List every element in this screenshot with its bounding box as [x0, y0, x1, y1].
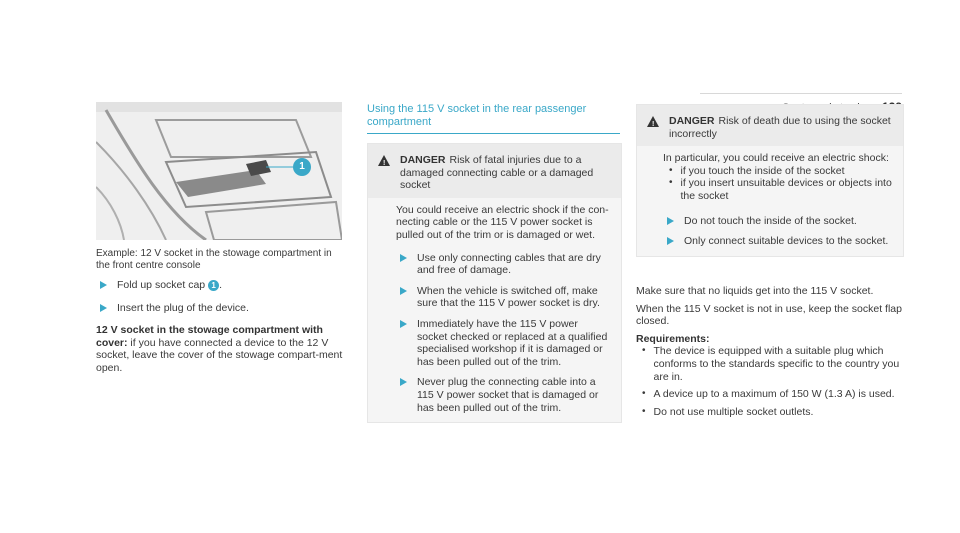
- section-title: Using the 115 V socket in the rear passenger compartment: [367, 103, 587, 128]
- danger-step-text: Immediately have the 115 V power socket checked or replaced at a qualified specialised workshop if it is damaged or has been pulled out of the trim.: [417, 317, 608, 368]
- subheading: 12 V socket in the stowage compartment with cover:: [96, 324, 323, 349]
- danger-body: In particular, you could receive an electric shock:: [663, 152, 889, 165]
- danger-step: [663, 215, 893, 228]
- step-arrow-icon: [100, 281, 107, 289]
- requirement-item: • The device is equipped with a suitable plug which conforms to the standards specific to the country you are in.: [642, 345, 902, 383]
- danger-box-socket: [636, 104, 904, 257]
- danger-bullet: • if you insert unsuitable devices or objects into the socket: [669, 177, 892, 202]
- step-arrow-icon: [667, 217, 674, 225]
- danger-headline: Risk of fatal injuries due to a damaged connecting cable or a damaged socket: [400, 154, 594, 192]
- warning-triangle-icon: !: [647, 116, 659, 127]
- socket-photo: [96, 102, 342, 240]
- step-arrow-icon: [400, 287, 407, 295]
- danger-step-text: When the vehicle is switched off, make sure that the 115 V power socket is dry.: [417, 284, 600, 310]
- title-rule: [367, 133, 620, 134]
- paragraph-liquids: Make sure that no liquids get into the 115 V socket.: [636, 285, 874, 297]
- right-text: [636, 285, 902, 418]
- figure-callout: 1: [293, 158, 311, 176]
- danger-label: DANGER: [400, 154, 446, 166]
- danger-step: [396, 318, 611, 368]
- requirement-text: A device up to a maximum of 150 W (1.3 A) is used.: [653, 388, 895, 401]
- danger-bullet: • if you touch the inside of the socket: [669, 164, 845, 177]
- requirement-text: The device is equipped with a suitable plug which conforms to the standards specific to the country you are in.: [653, 345, 900, 383]
- subheading-text: if you have connected a device to the 12 V socket, leave the cover of the stowage compart-ment open.: [96, 336, 343, 374]
- danger-step-text: Do not touch the inside of the socket.: [684, 214, 857, 227]
- danger-step-text: Use only connecting cables that are dry and free of damage.: [417, 251, 601, 277]
- header-rule: [700, 93, 902, 94]
- danger-step: [396, 285, 611, 310]
- step-arrow-icon: [100, 304, 107, 312]
- danger-step: [396, 252, 611, 277]
- step-arrow-icon: [400, 254, 407, 262]
- step-fold-cap: [96, 279, 346, 292]
- danger-headline: Risk of death due to using the socket incorrectly: [669, 115, 891, 140]
- paragraph-flap: When the 115 V socket is not in use, keep the socket flap closed.: [636, 302, 902, 328]
- requirements-heading: Requirements:: [636, 332, 710, 345]
- left-column: [96, 279, 346, 375]
- danger-step-text: Never plug the connecting cable into a 115 V power socket that is damaged or has been pulled out of the trim.: [417, 376, 599, 414]
- danger-label: DANGER: [669, 115, 715, 127]
- danger-bullet-text: if you insert unsuitable devices or objects into the socket: [680, 177, 892, 202]
- cover-note: [96, 324, 346, 374]
- requirement-item: • A device up to a maximum of 150 W (1.3 A) is used.: [642, 388, 895, 401]
- step-text-end: .: [219, 279, 222, 291]
- step-arrow-icon: [667, 237, 674, 245]
- step-arrow-icon: [400, 378, 407, 386]
- danger-step: [396, 376, 611, 414]
- callout-badge: 1: [208, 280, 219, 291]
- danger-box-cable: [367, 143, 622, 423]
- danger-step-text: Only connect suitable devices to the socket.: [684, 235, 889, 248]
- step-arrow-icon: [400, 320, 407, 328]
- warning-triangle-icon: !: [378, 155, 390, 166]
- step-insert-plug: [96, 302, 346, 315]
- requirement-text: Do not use multiple socket outlets.: [653, 405, 814, 418]
- requirement-item: • Do not use multiple socket outlets.: [642, 405, 814, 418]
- danger-body: You could receive an electric shock if the con-necting cable or the 115 V power socket is pulled out of the trim or is damaged or wet.: [396, 203, 609, 241]
- danger-step: [663, 235, 893, 248]
- step-text: Fold up socket cap: [117, 279, 209, 291]
- danger-bullet-text: if you touch the inside of the socket: [680, 164, 845, 177]
- step-text: Insert the plug of the device.: [117, 301, 249, 314]
- figure-caption: Example: 12 V socket in the stowage compartment in the front centre console: [96, 248, 332, 271]
